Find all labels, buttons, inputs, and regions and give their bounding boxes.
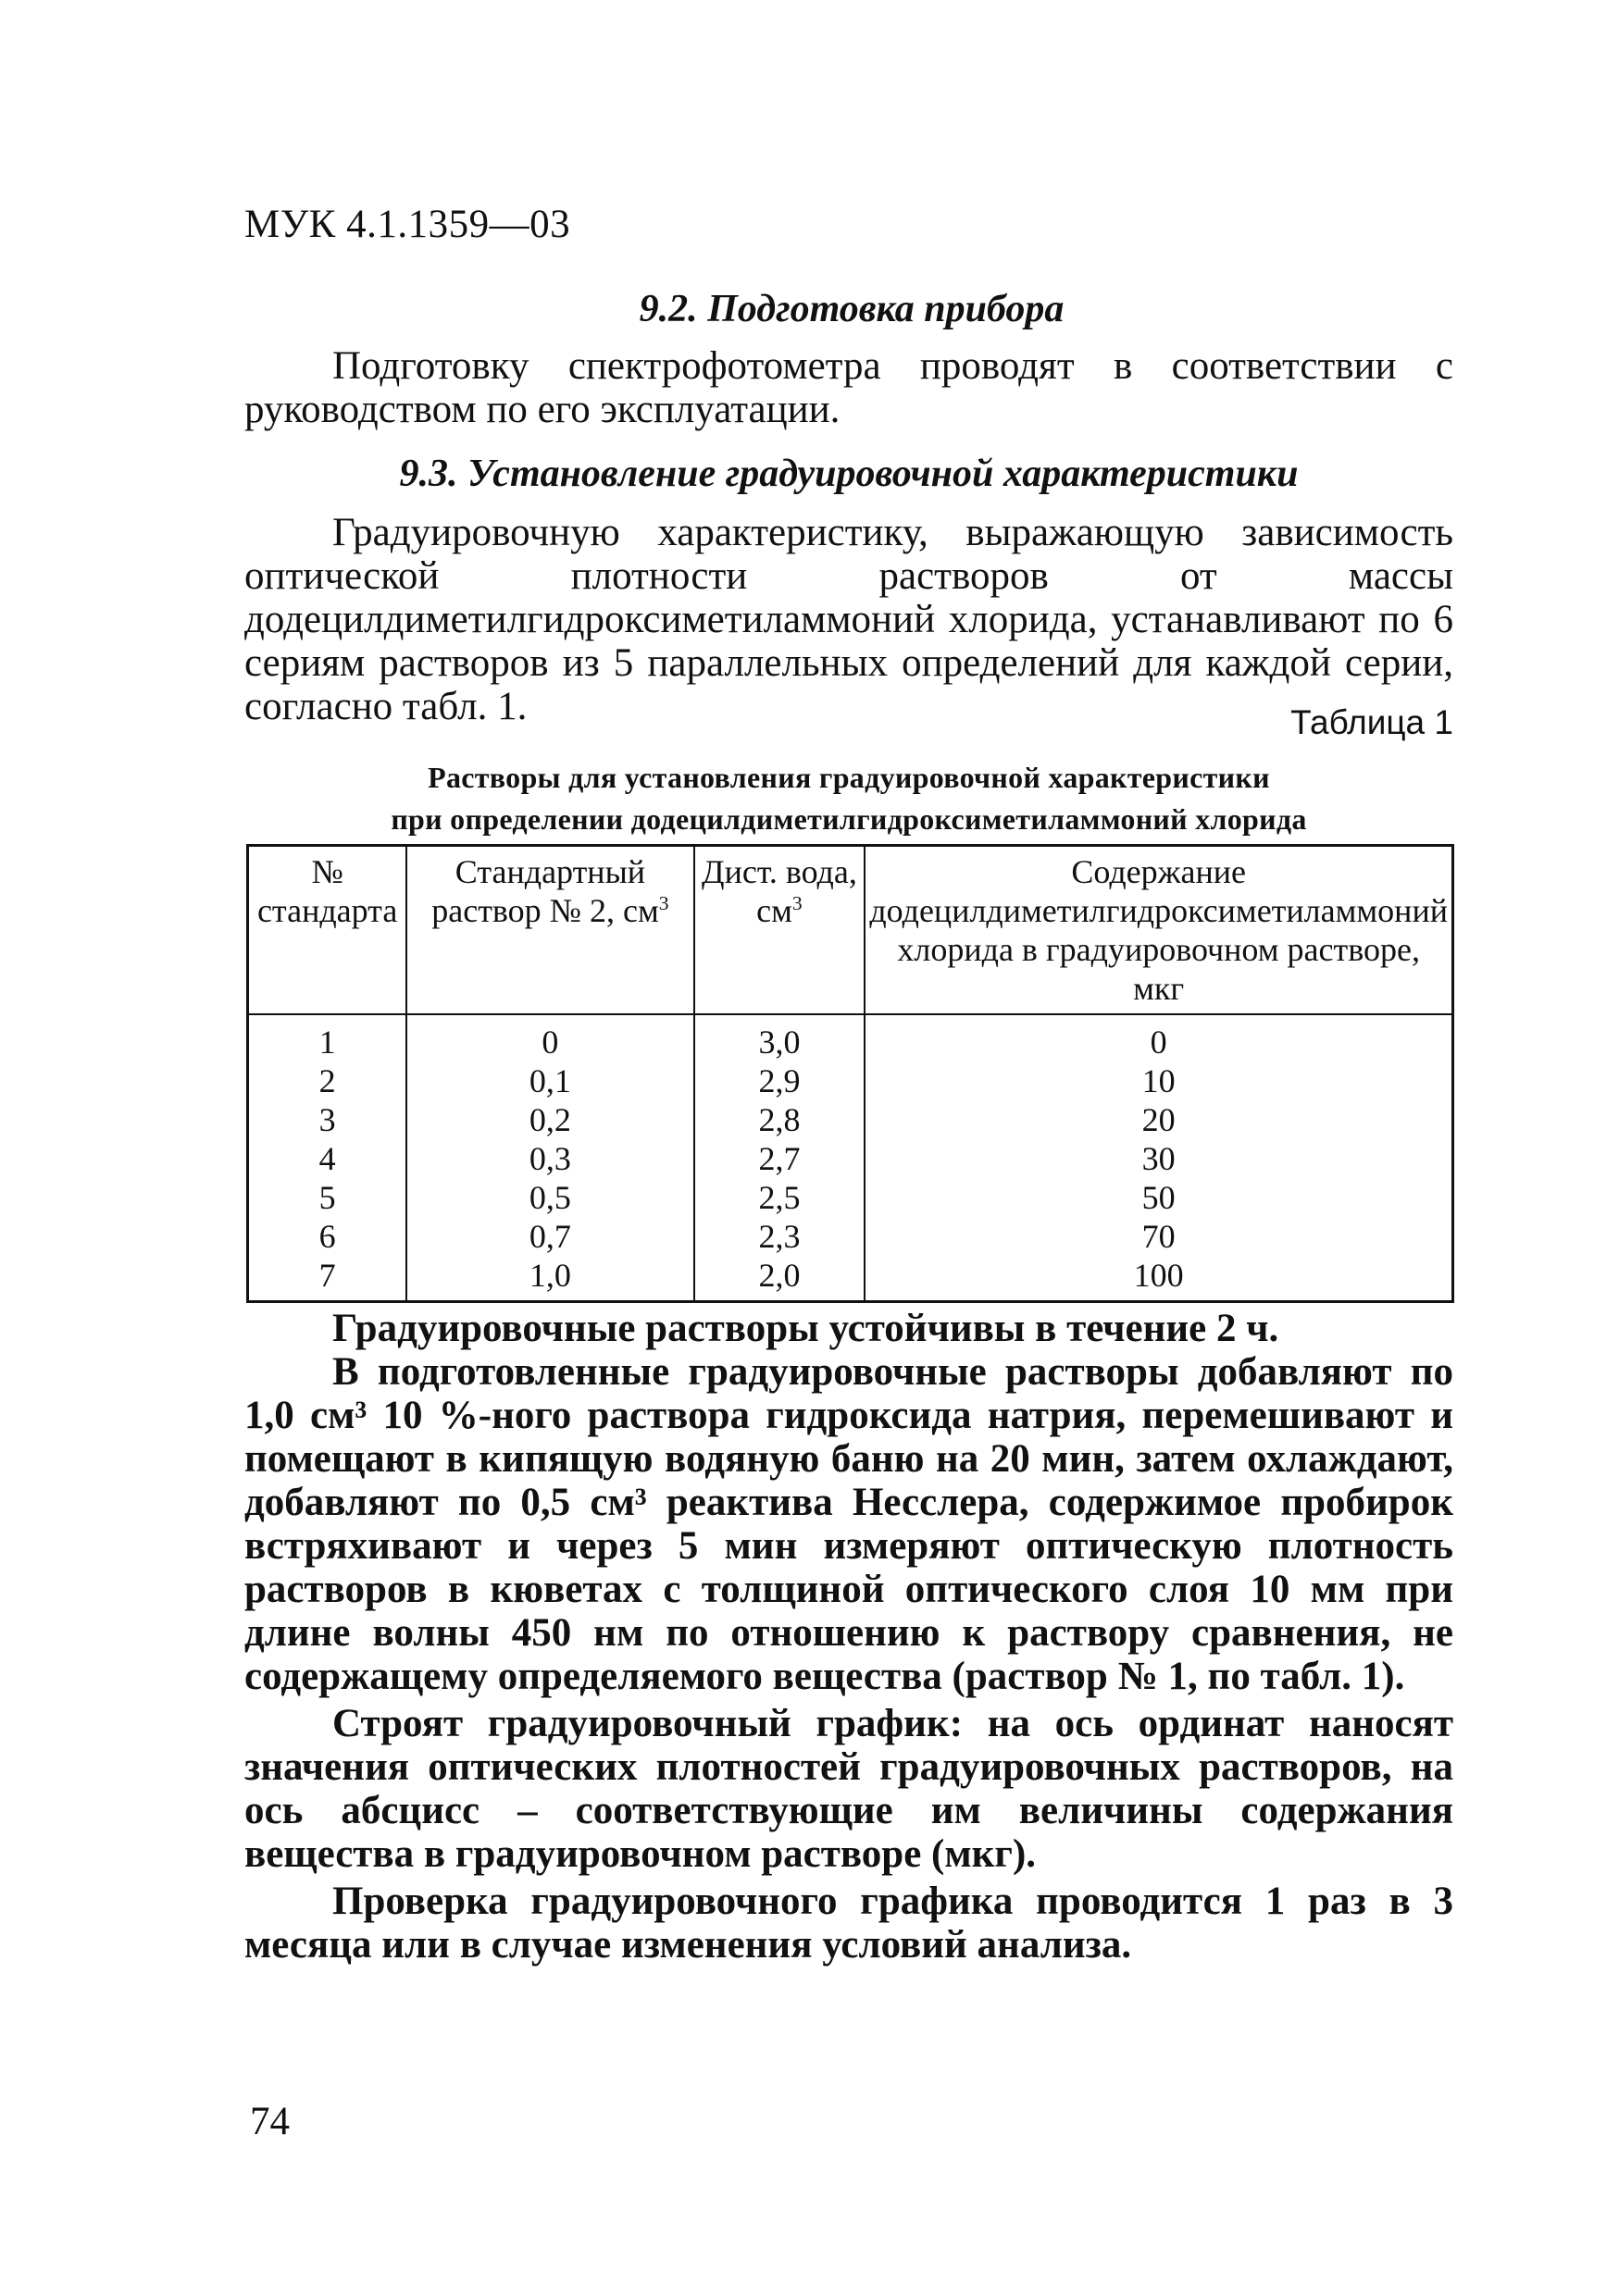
cell-distilled-water: 3,0 [694, 1014, 866, 1061]
cell-standard-number: 6 [248, 1217, 407, 1256]
cell-content: 10 [865, 1061, 1452, 1100]
section-9-2-heading: 9.2. Подготовка прибора [639, 288, 1065, 330]
solutions-table [246, 844, 1454, 1303]
section-9-2 [244, 287, 1453, 431]
table-label: Таблица 1 [1290, 703, 1453, 741]
section-9-2-text: Подготовку спектрофотометра проводят в соответствии с руководством по его эксплуатации. [244, 344, 1453, 431]
cell-standard-solution: 0,7 [406, 1217, 693, 1256]
cell-content: 100 [865, 1256, 1452, 1302]
after-table-text [244, 1307, 1453, 1967]
header-standard-solution-sup: 3 [658, 892, 669, 914]
section-9-3-heading: 9.3. Установление градуировочной характеристики [399, 453, 1299, 495]
cell-standard-number: 3 [248, 1100, 407, 1139]
cell-distilled-water: 2,5 [694, 1178, 866, 1217]
cell-standard-solution: 1,0 [406, 1256, 693, 1302]
table-title [244, 757, 1453, 840]
cell-standard-number: 2 [248, 1061, 407, 1100]
header-distilled-water [694, 846, 866, 1015]
cell-distilled-water: 2,8 [694, 1100, 866, 1139]
header-standard-solution [406, 846, 693, 1015]
table-row [248, 1139, 1453, 1178]
cell-content: 50 [865, 1178, 1452, 1217]
table-row [248, 1256, 1453, 1302]
cell-standard-number: 7 [248, 1256, 407, 1302]
table-title-line-2: при определении додецилдиметилгидроксиметиламмоний хлорида [391, 802, 1307, 836]
table-header-row [248, 846, 1453, 1015]
paragraph-procedure: В подготовленные градуировочные растворы добавляют по 1,0 см³ 10 %-ного раствора гидроксида натрия, перемешивают и помещают в кипящую водяную баню на 20 мин, затем охлаждают, добавляют по 0,5 см³ реактива Несслера, содержимое пробирок встряхивают и через 5 мин измеряют оптическую плотность растворов в кюветах с толщиной оптического слоя 10 мм при длине волны 450 нм по отношению к раствору сравнения, не содержащему определяемого вещества (раствор № 1, по табл. 1). [244, 1350, 1453, 1698]
header-distilled-water-text: Дист. вода, см [702, 853, 857, 929]
cell-standard-solution: 0,1 [406, 1061, 693, 1100]
cell-distilled-water: 2,7 [694, 1139, 866, 1178]
cell-distilled-water: 2,0 [694, 1256, 866, 1302]
cell-standard-number: 1 [248, 1014, 407, 1061]
cell-standard-number: 5 [248, 1178, 407, 1217]
cell-standard-solution: 0 [406, 1014, 693, 1061]
cell-distilled-water: 2,9 [694, 1061, 866, 1100]
paragraph-check: Проверка градуировочного графика проводится 1 раз в 3 месяца или в случае изменения условий анализа. [244, 1880, 1453, 1967]
cell-content: 20 [865, 1100, 1452, 1139]
table-row [248, 1178, 1453, 1217]
table-row [248, 1100, 1453, 1139]
cell-content: 70 [865, 1217, 1452, 1256]
cell-content: 30 [865, 1139, 1452, 1178]
header-standard-number: № стандарта [248, 846, 407, 1015]
section-9-3-text: Градуировочную характеристику, выражающую зависимость оптической плотности растворов от массы додецилдиметилгидроксиметиламмоний хлорида, устанавливают по 6 сериям растворов из 5 параллельных определений для каждой серии, согласно табл. 1. [244, 511, 1453, 728]
cell-standard-solution: 0,2 [406, 1100, 693, 1139]
header-content: Содержание додецилдиметилгидроксиметиламмоний хлорида в градуировочном растворе, мкг [865, 846, 1452, 1015]
cell-distilled-water: 2,3 [694, 1217, 866, 1256]
table-row [248, 1217, 1453, 1256]
section-9-3 [244, 452, 1453, 728]
cell-content: 0 [865, 1014, 1452, 1061]
paragraph-graph: Строят градуировочный график: на ось ординат наносят значения оптических плотностей градуировочных растворов, на ось абсцисс – соответствующие им величины содержания вещества в градуировочном растворе (мкг). [244, 1702, 1453, 1876]
paragraph-stability: Градуировочные растворы устойчивы в течение 2 ч. [332, 1307, 1279, 1350]
table-title-line-1: Растворы для установления градуировочной характеристики [428, 761, 1270, 794]
cell-standard-solution: 0,5 [406, 1178, 693, 1217]
page-number: 74 [250, 2100, 290, 2143]
header-distilled-water-sup: 3 [791, 892, 803, 914]
document-code: МУК 4.1.1359—03 [244, 203, 571, 246]
cell-standard-number: 4 [248, 1139, 407, 1178]
cell-standard-solution: 0,3 [406, 1139, 693, 1178]
table-row [248, 1061, 1453, 1100]
table-row [248, 1014, 1453, 1061]
header-standard-solution-text: Стандартный раствор № 2, см [431, 853, 659, 929]
